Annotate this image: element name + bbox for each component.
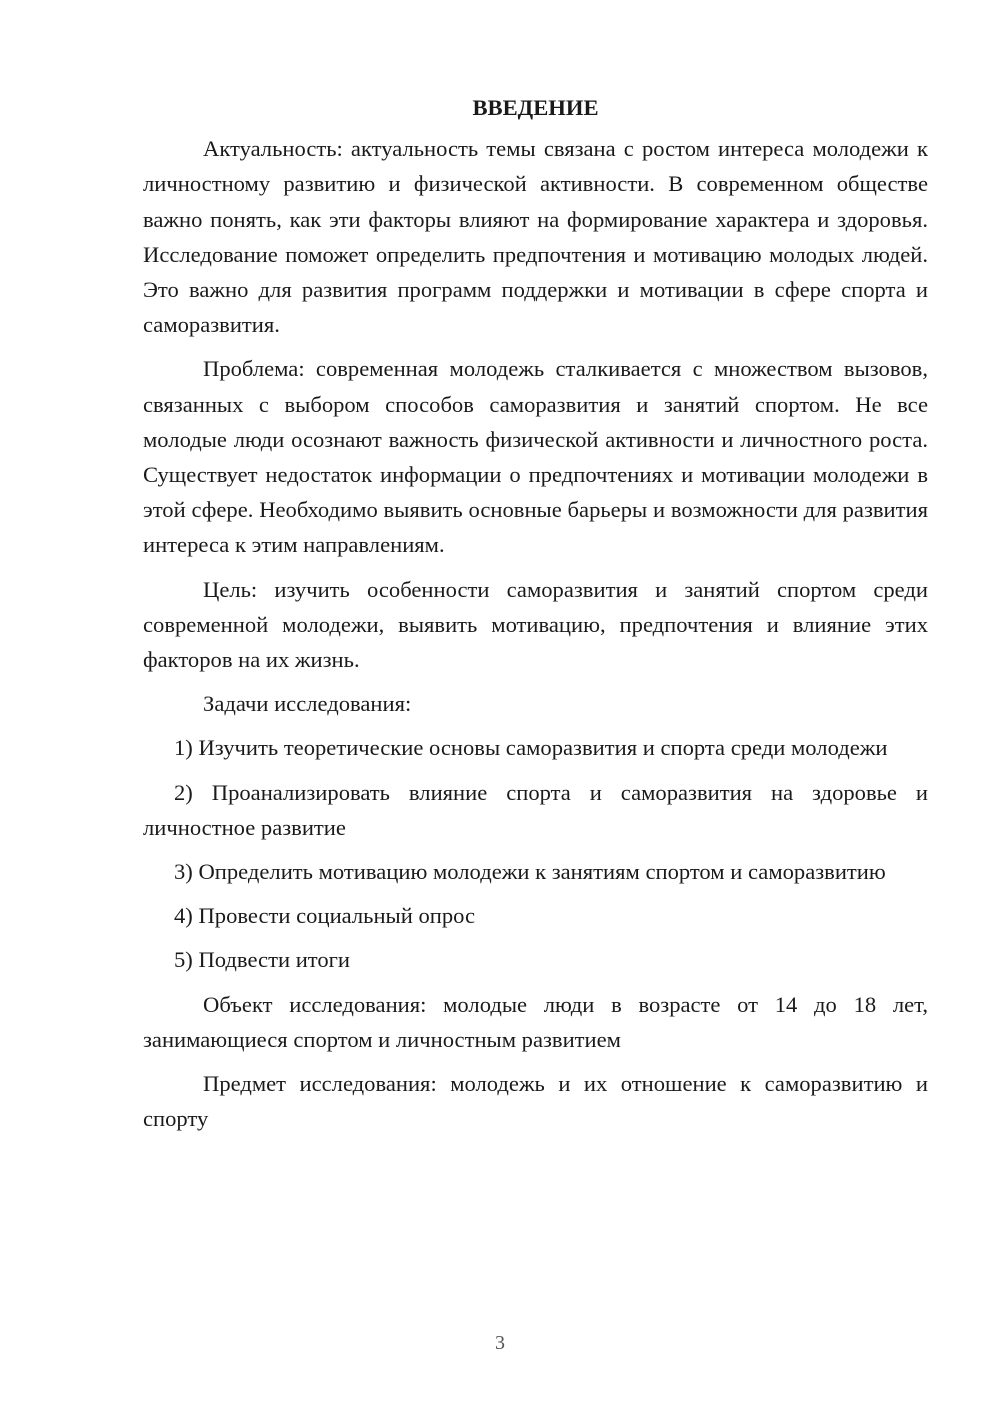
task-item: 1) Изучить теоретические основы саморазвития и спорта среди молодежи: [174, 735, 888, 761]
page-number: 3: [495, 1332, 505, 1354]
task-item: 5) Подвести итоги: [174, 947, 351, 973]
page-title: ВВЕДЕНИЕ: [472, 95, 599, 120]
relevance-paragraph: Актуальность: актуальность темы связана с ростом интереса молодежи к личностному развитию и физической активности. В современном обществе важно понять, как эти факторы влияют на формирование характера и здоровья. Исследование поможет определить предпочтения и мотивацию молодых людей. Это важно для развития программ поддержки и мотивации в сфере спорта и саморазвития.: [143, 136, 928, 338]
subject-paragraph: Предмет исследования: молодежь и их отношение к саморазвитию и спорту: [143, 1071, 928, 1132]
goal-paragraph: Цель: изучить особенности саморазвития и занятий спортом среди современной молодежи, выявить мотивацию, предпочтения и влияние этих факторов на их жизнь.: [143, 576, 928, 673]
task-item: 2) Проанализировать влияние спорта и саморазвития на здоровье и личностное развитие: [143, 779, 928, 840]
object-paragraph: Объект исследования: молодые люди в возрасте от 14 до 18 лет, занимающиеся спортом и личностным развитием: [143, 991, 928, 1052]
problem-paragraph: Проблема: современная молодежь сталкивается с множеством вызовов, связанных с выбором способов саморазвития и занятий спортом. Не все молодые люди осознают важность физической активности и личностного роста. Существует недостаток информации о предпочтениях и мотивации молодежи в этой сфере. Необходимо выявить основные барьеры и возможности для развития интереса к этим направлениям.: [143, 356, 928, 558]
task-item: 4) Провести социальный опрос: [174, 903, 476, 929]
task-item: 3) Определить мотивацию молодежи к занятиям спортом и саморазвитию: [174, 859, 886, 885]
document-page: [143, 90, 928, 1145]
tasks-heading: Задачи исследования:: [203, 691, 412, 717]
